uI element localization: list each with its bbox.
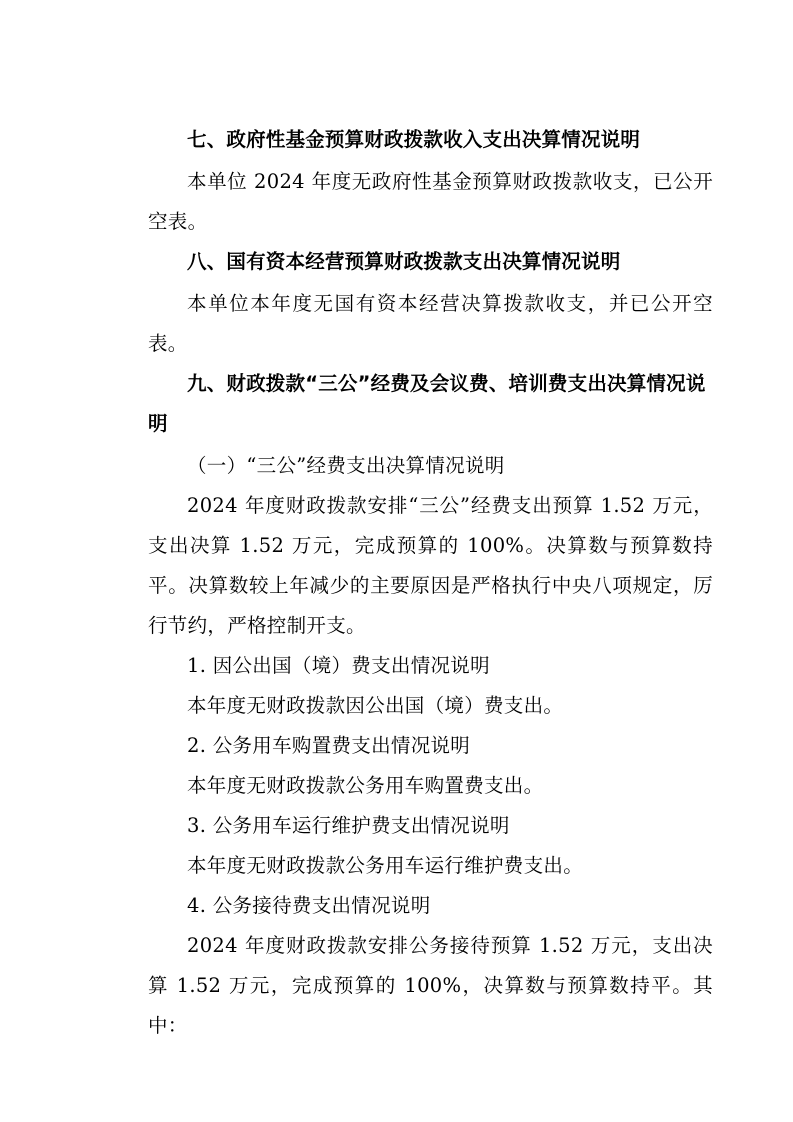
subheading-item-1: 1. 因公出国（境）费支出情况说明 <box>187 654 490 677</box>
paragraph-item-2: 本年度无财政拨款公务用车购置费支出。 <box>187 774 544 797</box>
paragraph-nine-one: 2024 年度财政拨款安排“三公”经费支出预算 1.52 万元，支出决算 1.52 万元，完成预算的 100%。决算数与预算数持平。决算数较上年减少的主要原因是严格执行中央八项规定，厉行节约，严格控制开支。 <box>148 494 713 637</box>
subheading-nine-one: （一）“三公”经费支出决算情况说明 <box>187 454 505 477</box>
document-body <box>148 120 713 1046</box>
section-heading-eight: 八、国有资本经营预算财政拨款支出决算情况说明 <box>187 250 621 273</box>
paragraph-eight: 本单位本年度无国有资本经营决算拨款收支，并已公开空表。 <box>148 292 713 355</box>
subheading-item-2: 2. 公务用车购置费支出情况说明 <box>187 734 471 757</box>
section-heading-nine: 九、财政拨款“三公”经费及会议费、培训费支出决算情况说明 <box>148 372 706 435</box>
subheading-item-3: 3. 公务用车运行维护费支出情况说明 <box>187 814 510 837</box>
subheading-item-4: 4. 公务接待费支出情况说明 <box>187 894 431 917</box>
paragraph-item-3: 本年度无财政拨款公务用车运行维护费支出。 <box>187 854 584 877</box>
paragraph-seven: 本单位 2024 年度无政府性基金预算财政拨款收支，已公开空表。 <box>148 170 713 233</box>
paragraph-item-1: 本年度无财政拨款因公出国（境）费支出。 <box>187 694 564 717</box>
paragraph-item-4: 2024 年度财政拨款安排公务接待预算 1.52 万元，支出决算 1.52 万元，完成预算的 100%，决算数与预算数持平。其中： <box>148 934 713 1037</box>
section-heading-seven: 七、政府性基金预算财政拨款收入支出决算情况说明 <box>187 128 641 151</box>
